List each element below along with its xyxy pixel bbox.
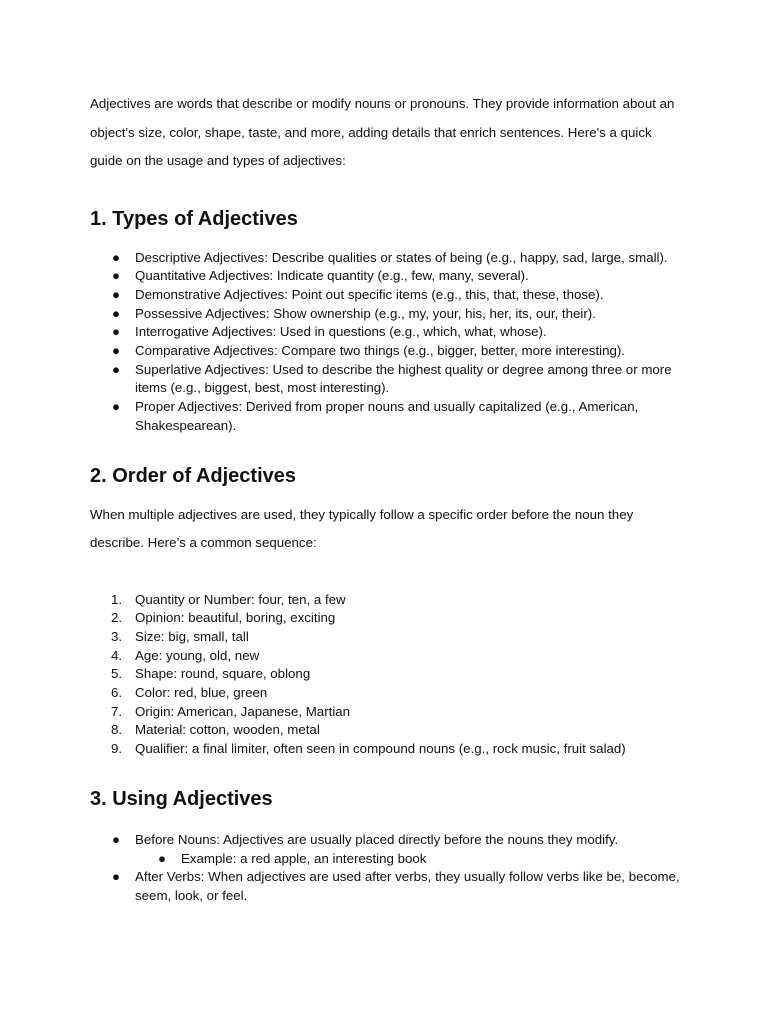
numbered-item <box>90 628 680 647</box>
list-number: 2. <box>111 610 123 626</box>
list-number: 8. <box>111 722 123 738</box>
list-item <box>90 361 680 398</box>
numbered-item-text: Opinion: beautiful, boring, exciting <box>135 610 336 626</box>
list-item-text: Comparative Adjectives: Compare two things (e.g., bigger, better, more interesting). <box>135 343 626 359</box>
bullet-icon: ● <box>112 343 121 359</box>
order-paragraph: When multiple adjectives are used, they typically follow a specific order before the noun they describe. Here’s a common sequence: <box>90 506 634 551</box>
section-heading-order: 2. Order of Adjectives <box>90 464 296 487</box>
numbered-item <box>90 609 680 628</box>
sub-list-item <box>90 850 680 869</box>
numbered-item <box>90 721 680 740</box>
numbered-item-text: Material: cotton, wooden, metal <box>135 722 320 738</box>
list-number: 7. <box>111 703 123 719</box>
list-number: 9. <box>111 741 123 757</box>
bullet-icon: ● <box>112 361 121 377</box>
numbered-item-text: Origin: American, Japanese, Martian <box>135 703 351 719</box>
bullet-icon: ● <box>112 831 121 847</box>
section-heading-types: 1. Types of Adjectives <box>90 207 298 230</box>
bullet-icon: ● <box>112 268 121 284</box>
intro-paragraph: Adjectives are words that describe or modify nouns or pronouns. They provide information about an object's size, color, shape, taste, and more, adding details that enrich sentences. Here's a quick guide on the usage and types of adjectives: <box>90 96 675 168</box>
list-item-text: Descriptive Adjectives: Describe qualities or states of being (e.g., happy, sad, large, small). <box>135 249 668 265</box>
numbered-item <box>90 684 680 703</box>
order-list <box>90 591 680 759</box>
list-item-text: Proper Adjectives: Derived from proper nouns and usually capitalized (e.g., American, Shakespearean). <box>135 399 639 433</box>
numbered-item-text: Age: young, old, new <box>135 647 260 663</box>
numbered-item <box>90 740 680 759</box>
list-number: 5. <box>111 666 123 682</box>
bullet-icon: ● <box>112 324 121 340</box>
bullet-icon: ● <box>112 305 121 321</box>
bullet-icon: ● <box>112 869 121 885</box>
list-item-text: Before Nouns: Adjectives are usually placed directly before the nouns they modify. <box>135 831 619 847</box>
list-item-text: Demonstrative Adjectives: Point out specific items (e.g., this, that, these, those). <box>135 286 604 302</box>
bullet-icon: ● <box>112 249 121 265</box>
list-item-text: Superlative Adjectives: Used to describe the highest quality or degree among three or more items (e.g., biggest, best, most interesting). <box>135 361 672 396</box>
list-item <box>90 398 680 435</box>
list-item <box>90 868 680 905</box>
list-item-text: Quantitative Adjectives: Indicate quantity (e.g., few, many, several). <box>135 268 529 284</box>
list-item <box>90 831 680 850</box>
numbered-item <box>90 703 680 722</box>
numbered-item-text: Color: red, blue, green <box>135 685 268 701</box>
bullet-icon: ● <box>158 850 167 866</box>
list-number: 4. <box>111 647 123 663</box>
list-number: 3. <box>111 628 123 644</box>
numbered-item <box>90 647 680 666</box>
using-list <box>90 831 680 906</box>
list-item <box>90 342 680 361</box>
numbered-item <box>90 665 680 684</box>
list-item-text: Possessive Adjectives: Show ownership (e.g., my, your, his, her, its, our, their). <box>135 305 596 321</box>
sub-list-item-text: Example: a red apple, an interesting book <box>181 850 427 866</box>
list-item <box>90 323 680 342</box>
numbered-item <box>90 591 680 610</box>
list-item <box>90 249 680 268</box>
list-item <box>90 267 680 286</box>
bullet-icon: ● <box>112 286 121 302</box>
numbered-item-text: Size: big, small, tall <box>135 628 249 644</box>
list-number: 1. <box>111 591 123 607</box>
list-item-text: Interrogative Adjectives: Used in questions (e.g., which, what, whose). <box>135 324 547 340</box>
list-item <box>90 286 680 305</box>
list-item-text: After Verbs: When adjectives are used after verbs, they usually follow verbs like be, become, seem, look, or feel. <box>135 869 680 903</box>
document-page <box>90 90 680 906</box>
list-item <box>90 305 680 324</box>
numbered-item-text: Shape: round, square, oblong <box>135 666 311 682</box>
numbered-item-text: Quantity or Number: four, ten, a few <box>135 591 346 607</box>
types-list <box>90 249 680 436</box>
bullet-icon: ● <box>112 399 121 415</box>
list-number: 6. <box>111 685 123 701</box>
numbered-item-text: Qualifier: a final limiter, often seen in compound nouns (e.g., rock music, fruit salad) <box>135 741 626 757</box>
section-heading-using: 3. Using Adjectives <box>90 787 273 810</box>
